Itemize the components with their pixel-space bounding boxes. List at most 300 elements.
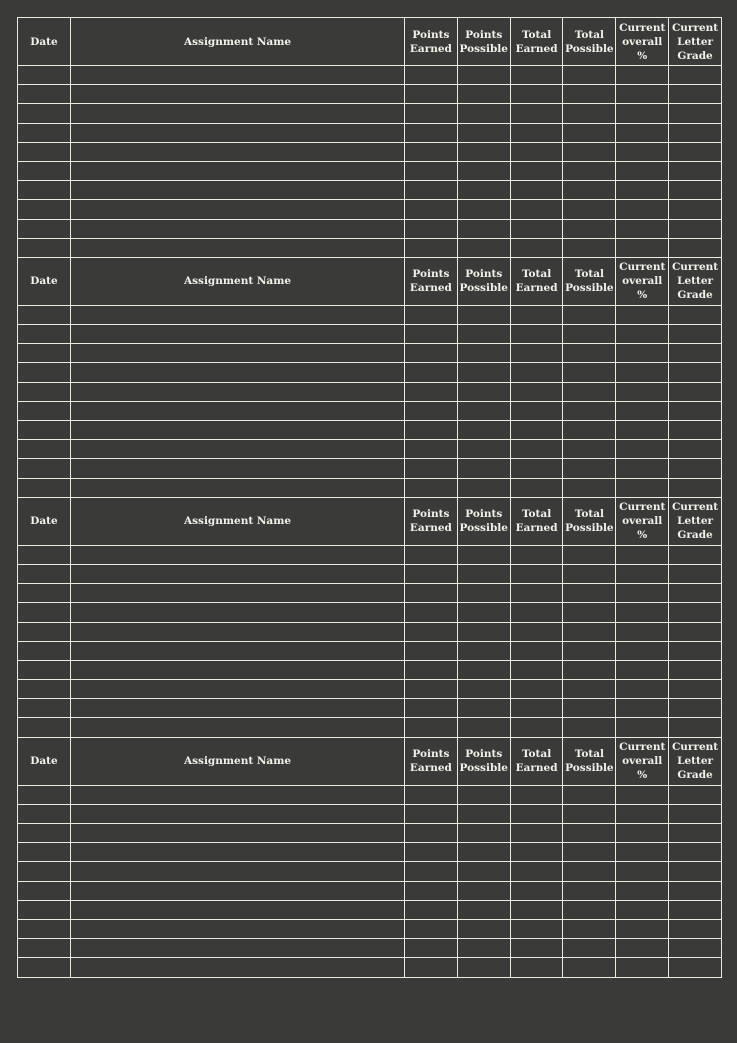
entry-cell-total-possible[interactable]	[563, 545, 616, 564]
entry-cell-assignment-name[interactable]	[71, 622, 405, 641]
entry-cell-date[interactable]	[18, 622, 71, 641]
entry-cell-current-letter-grade[interactable]	[669, 584, 722, 603]
entry-cell-date[interactable]	[18, 85, 71, 104]
entry-cell-current-letter-grade[interactable]	[669, 900, 722, 919]
entry-cell-date[interactable]	[18, 344, 71, 363]
entry-cell-points-possible[interactable]	[457, 142, 510, 161]
entry-cell-total-earned[interactable]	[510, 603, 563, 622]
entry-cell-total-possible[interactable]	[563, 363, 616, 382]
entry-cell-points-possible[interactable]	[457, 718, 510, 737]
entry-cell-assignment-name[interactable]	[71, 862, 405, 881]
entry-cell-points-earned[interactable]	[405, 939, 458, 958]
entry-cell-assignment-name[interactable]	[71, 325, 405, 344]
entry-cell-points-earned[interactable]	[405, 181, 458, 200]
entry-cell-date[interactable]	[18, 564, 71, 583]
entry-cell-current-letter-grade[interactable]	[669, 564, 722, 583]
entry-cell-assignment-name[interactable]	[71, 680, 405, 699]
entry-cell-date[interactable]	[18, 219, 71, 238]
entry-cell-assignment-name[interactable]	[71, 699, 405, 718]
entry-cell-assignment-name[interactable]	[71, 785, 405, 804]
entry-cell-total-earned[interactable]	[510, 459, 563, 478]
entry-cell-date[interactable]	[18, 325, 71, 344]
entry-cell-total-earned[interactable]	[510, 824, 563, 843]
entry-cell-assignment-name[interactable]	[71, 641, 405, 660]
entry-cell-date[interactable]	[18, 363, 71, 382]
entry-cell-current-overall-percent[interactable]	[616, 238, 669, 257]
entry-cell-assignment-name[interactable]	[71, 603, 405, 622]
entry-cell-points-possible[interactable]	[457, 660, 510, 679]
entry-cell-date[interactable]	[18, 843, 71, 862]
entry-cell-current-letter-grade[interactable]	[669, 718, 722, 737]
entry-cell-assignment-name[interactable]	[71, 939, 405, 958]
entry-cell-current-letter-grade[interactable]	[669, 622, 722, 641]
entry-cell-total-earned[interactable]	[510, 660, 563, 679]
entry-cell-total-earned[interactable]	[510, 958, 563, 977]
entry-cell-points-possible[interactable]	[457, 603, 510, 622]
entry-cell-current-overall-percent[interactable]	[616, 804, 669, 823]
entry-cell-assignment-name[interactable]	[71, 718, 405, 737]
entry-cell-points-possible[interactable]	[457, 181, 510, 200]
entry-cell-total-possible[interactable]	[563, 680, 616, 699]
entry-cell-total-possible[interactable]	[563, 142, 616, 161]
entry-cell-points-possible[interactable]	[457, 641, 510, 660]
entry-cell-current-overall-percent[interactable]	[616, 900, 669, 919]
entry-cell-current-letter-grade[interactable]	[669, 238, 722, 257]
entry-cell-total-earned[interactable]	[510, 161, 563, 180]
entry-cell-points-possible[interactable]	[457, 382, 510, 401]
entry-cell-assignment-name[interactable]	[71, 219, 405, 238]
entry-cell-points-possible[interactable]	[457, 421, 510, 440]
entry-cell-current-letter-grade[interactable]	[669, 881, 722, 900]
entry-cell-total-possible[interactable]	[563, 603, 616, 622]
entry-cell-assignment-name[interactable]	[71, 305, 405, 324]
entry-cell-total-earned[interactable]	[510, 881, 563, 900]
entry-cell-current-overall-percent[interactable]	[616, 584, 669, 603]
entry-cell-current-letter-grade[interactable]	[669, 85, 722, 104]
entry-cell-current-overall-percent[interactable]	[616, 958, 669, 977]
entry-cell-date[interactable]	[18, 421, 71, 440]
entry-cell-total-earned[interactable]	[510, 104, 563, 123]
entry-cell-points-possible[interactable]	[457, 680, 510, 699]
entry-cell-points-earned[interactable]	[405, 238, 458, 257]
entry-cell-total-possible[interactable]	[563, 459, 616, 478]
entry-cell-total-possible[interactable]	[563, 641, 616, 660]
entry-cell-date[interactable]	[18, 824, 71, 843]
entry-cell-current-overall-percent[interactable]	[616, 843, 669, 862]
entry-cell-assignment-name[interactable]	[71, 919, 405, 938]
entry-cell-total-possible[interactable]	[563, 718, 616, 737]
entry-cell-total-possible[interactable]	[563, 900, 616, 919]
entry-cell-total-possible[interactable]	[563, 584, 616, 603]
entry-cell-date[interactable]	[18, 804, 71, 823]
entry-cell-points-earned[interactable]	[405, 142, 458, 161]
entry-cell-points-possible[interactable]	[457, 219, 510, 238]
entry-cell-points-earned[interactable]	[405, 305, 458, 324]
entry-cell-total-possible[interactable]	[563, 478, 616, 497]
entry-cell-total-possible[interactable]	[563, 699, 616, 718]
entry-cell-points-possible[interactable]	[457, 622, 510, 641]
entry-cell-total-earned[interactable]	[510, 564, 563, 583]
entry-cell-assignment-name[interactable]	[71, 564, 405, 583]
entry-cell-total-possible[interactable]	[563, 85, 616, 104]
entry-cell-total-earned[interactable]	[510, 200, 563, 219]
entry-cell-assignment-name[interactable]	[71, 344, 405, 363]
entry-cell-assignment-name[interactable]	[71, 584, 405, 603]
entry-cell-points-earned[interactable]	[405, 603, 458, 622]
entry-cell-assignment-name[interactable]	[71, 804, 405, 823]
entry-cell-points-possible[interactable]	[457, 200, 510, 219]
entry-cell-current-letter-grade[interactable]	[669, 641, 722, 660]
entry-cell-total-possible[interactable]	[563, 824, 616, 843]
entry-cell-current-letter-grade[interactable]	[669, 478, 722, 497]
entry-cell-date[interactable]	[18, 161, 71, 180]
entry-cell-total-possible[interactable]	[563, 421, 616, 440]
entry-cell-current-overall-percent[interactable]	[616, 939, 669, 958]
entry-cell-date[interactable]	[18, 699, 71, 718]
entry-cell-points-possible[interactable]	[457, 939, 510, 958]
entry-cell-points-possible[interactable]	[457, 123, 510, 142]
entry-cell-date[interactable]	[18, 862, 71, 881]
entry-cell-date[interactable]	[18, 440, 71, 459]
entry-cell-points-earned[interactable]	[405, 919, 458, 938]
entry-cell-current-letter-grade[interactable]	[669, 363, 722, 382]
entry-cell-current-overall-percent[interactable]	[616, 641, 669, 660]
entry-cell-current-overall-percent[interactable]	[616, 85, 669, 104]
entry-cell-points-earned[interactable]	[405, 843, 458, 862]
entry-cell-points-possible[interactable]	[457, 305, 510, 324]
entry-cell-date[interactable]	[18, 939, 71, 958]
entry-cell-current-letter-grade[interactable]	[669, 421, 722, 440]
entry-cell-points-earned[interactable]	[405, 660, 458, 679]
entry-cell-points-possible[interactable]	[457, 900, 510, 919]
entry-cell-total-earned[interactable]	[510, 785, 563, 804]
entry-cell-total-earned[interactable]	[510, 181, 563, 200]
entry-cell-points-possible[interactable]	[457, 843, 510, 862]
entry-cell-current-overall-percent[interactable]	[616, 104, 669, 123]
entry-cell-current-letter-grade[interactable]	[669, 939, 722, 958]
entry-cell-date[interactable]	[18, 305, 71, 324]
entry-cell-current-letter-grade[interactable]	[669, 66, 722, 85]
entry-cell-current-letter-grade[interactable]	[669, 699, 722, 718]
entry-cell-current-letter-grade[interactable]	[669, 401, 722, 420]
entry-cell-points-possible[interactable]	[457, 881, 510, 900]
entry-cell-total-possible[interactable]	[563, 344, 616, 363]
entry-cell-total-earned[interactable]	[510, 382, 563, 401]
entry-cell-date[interactable]	[18, 603, 71, 622]
entry-cell-current-letter-grade[interactable]	[669, 660, 722, 679]
entry-cell-total-earned[interactable]	[510, 66, 563, 85]
entry-cell-current-overall-percent[interactable]	[616, 699, 669, 718]
entry-cell-current-overall-percent[interactable]	[616, 564, 669, 583]
entry-cell-assignment-name[interactable]	[71, 363, 405, 382]
entry-cell-total-possible[interactable]	[563, 305, 616, 324]
entry-cell-total-possible[interactable]	[563, 881, 616, 900]
entry-cell-current-overall-percent[interactable]	[616, 181, 669, 200]
entry-cell-current-overall-percent[interactable]	[616, 545, 669, 564]
entry-cell-points-possible[interactable]	[457, 958, 510, 977]
entry-cell-current-overall-percent[interactable]	[616, 421, 669, 440]
entry-cell-date[interactable]	[18, 142, 71, 161]
entry-cell-total-possible[interactable]	[563, 123, 616, 142]
entry-cell-assignment-name[interactable]	[71, 104, 405, 123]
entry-cell-total-earned[interactable]	[510, 804, 563, 823]
entry-cell-total-earned[interactable]	[510, 622, 563, 641]
entry-cell-points-earned[interactable]	[405, 219, 458, 238]
entry-cell-points-earned[interactable]	[405, 85, 458, 104]
entry-cell-assignment-name[interactable]	[71, 900, 405, 919]
entry-cell-current-overall-percent[interactable]	[616, 401, 669, 420]
entry-cell-total-earned[interactable]	[510, 939, 563, 958]
entry-cell-current-letter-grade[interactable]	[669, 862, 722, 881]
entry-cell-current-overall-percent[interactable]	[616, 660, 669, 679]
entry-cell-current-overall-percent[interactable]	[616, 459, 669, 478]
entry-cell-date[interactable]	[18, 478, 71, 497]
entry-cell-current-overall-percent[interactable]	[616, 785, 669, 804]
entry-cell-points-possible[interactable]	[457, 478, 510, 497]
entry-cell-points-earned[interactable]	[405, 161, 458, 180]
entry-cell-current-letter-grade[interactable]	[669, 344, 722, 363]
entry-cell-points-earned[interactable]	[405, 344, 458, 363]
entry-cell-points-possible[interactable]	[457, 584, 510, 603]
entry-cell-total-earned[interactable]	[510, 305, 563, 324]
entry-cell-points-earned[interactable]	[405, 66, 458, 85]
entry-cell-total-possible[interactable]	[563, 440, 616, 459]
entry-cell-points-earned[interactable]	[405, 622, 458, 641]
entry-cell-current-letter-grade[interactable]	[669, 219, 722, 238]
entry-cell-date[interactable]	[18, 238, 71, 257]
entry-cell-current-letter-grade[interactable]	[669, 680, 722, 699]
entry-cell-points-possible[interactable]	[457, 824, 510, 843]
entry-cell-assignment-name[interactable]	[71, 401, 405, 420]
entry-cell-date[interactable]	[18, 66, 71, 85]
entry-cell-points-earned[interactable]	[405, 200, 458, 219]
entry-cell-current-overall-percent[interactable]	[616, 622, 669, 641]
entry-cell-assignment-name[interactable]	[71, 545, 405, 564]
entry-cell-total-earned[interactable]	[510, 363, 563, 382]
entry-cell-points-earned[interactable]	[405, 123, 458, 142]
entry-cell-points-possible[interactable]	[457, 325, 510, 344]
entry-cell-total-earned[interactable]	[510, 862, 563, 881]
entry-cell-current-letter-grade[interactable]	[669, 104, 722, 123]
entry-cell-points-possible[interactable]	[457, 85, 510, 104]
entry-cell-current-overall-percent[interactable]	[616, 603, 669, 622]
entry-cell-total-earned[interactable]	[510, 325, 563, 344]
entry-cell-points-earned[interactable]	[405, 718, 458, 737]
entry-cell-points-earned[interactable]	[405, 862, 458, 881]
entry-cell-assignment-name[interactable]	[71, 181, 405, 200]
entry-cell-total-earned[interactable]	[510, 344, 563, 363]
entry-cell-assignment-name[interactable]	[71, 85, 405, 104]
entry-cell-points-earned[interactable]	[405, 680, 458, 699]
entry-cell-points-earned[interactable]	[405, 478, 458, 497]
entry-cell-points-possible[interactable]	[457, 459, 510, 478]
entry-cell-points-earned[interactable]	[405, 382, 458, 401]
entry-cell-points-possible[interactable]	[457, 919, 510, 938]
entry-cell-total-possible[interactable]	[563, 181, 616, 200]
entry-cell-assignment-name[interactable]	[71, 843, 405, 862]
entry-cell-total-possible[interactable]	[563, 622, 616, 641]
entry-cell-current-overall-percent[interactable]	[616, 66, 669, 85]
entry-cell-total-earned[interactable]	[510, 219, 563, 238]
entry-cell-points-earned[interactable]	[405, 325, 458, 344]
entry-cell-date[interactable]	[18, 401, 71, 420]
entry-cell-total-possible[interactable]	[563, 919, 616, 938]
entry-cell-date[interactable]	[18, 200, 71, 219]
entry-cell-points-possible[interactable]	[457, 564, 510, 583]
entry-cell-total-earned[interactable]	[510, 123, 563, 142]
entry-cell-points-possible[interactable]	[457, 66, 510, 85]
entry-cell-total-possible[interactable]	[563, 958, 616, 977]
entry-cell-assignment-name[interactable]	[71, 660, 405, 679]
entry-cell-total-earned[interactable]	[510, 85, 563, 104]
entry-cell-current-letter-grade[interactable]	[669, 545, 722, 564]
entry-cell-current-overall-percent[interactable]	[616, 440, 669, 459]
entry-cell-current-overall-percent[interactable]	[616, 200, 669, 219]
entry-cell-total-possible[interactable]	[563, 862, 616, 881]
entry-cell-current-letter-grade[interactable]	[669, 142, 722, 161]
entry-cell-date[interactable]	[18, 660, 71, 679]
entry-cell-points-earned[interactable]	[405, 459, 458, 478]
entry-cell-total-possible[interactable]	[563, 382, 616, 401]
entry-cell-current-letter-grade[interactable]	[669, 161, 722, 180]
entry-cell-total-possible[interactable]	[563, 660, 616, 679]
entry-cell-total-earned[interactable]	[510, 440, 563, 459]
entry-cell-current-letter-grade[interactable]	[669, 123, 722, 142]
entry-cell-date[interactable]	[18, 123, 71, 142]
entry-cell-current-letter-grade[interactable]	[669, 804, 722, 823]
entry-cell-current-overall-percent[interactable]	[616, 123, 669, 142]
entry-cell-points-possible[interactable]	[457, 440, 510, 459]
entry-cell-total-earned[interactable]	[510, 900, 563, 919]
entry-cell-current-letter-grade[interactable]	[669, 200, 722, 219]
entry-cell-assignment-name[interactable]	[71, 382, 405, 401]
entry-cell-current-letter-grade[interactable]	[669, 603, 722, 622]
entry-cell-current-letter-grade[interactable]	[669, 305, 722, 324]
entry-cell-current-letter-grade[interactable]	[669, 919, 722, 938]
entry-cell-points-possible[interactable]	[457, 238, 510, 257]
entry-cell-assignment-name[interactable]	[71, 478, 405, 497]
entry-cell-total-possible[interactable]	[563, 564, 616, 583]
entry-cell-total-earned[interactable]	[510, 641, 563, 660]
entry-cell-points-earned[interactable]	[405, 584, 458, 603]
entry-cell-date[interactable]	[18, 181, 71, 200]
entry-cell-date[interactable]	[18, 881, 71, 900]
entry-cell-points-earned[interactable]	[405, 785, 458, 804]
entry-cell-points-earned[interactable]	[405, 401, 458, 420]
entry-cell-assignment-name[interactable]	[71, 123, 405, 142]
entry-cell-total-earned[interactable]	[510, 718, 563, 737]
entry-cell-total-possible[interactable]	[563, 843, 616, 862]
entry-cell-total-earned[interactable]	[510, 142, 563, 161]
entry-cell-points-earned[interactable]	[405, 900, 458, 919]
entry-cell-current-overall-percent[interactable]	[616, 161, 669, 180]
entry-cell-current-letter-grade[interactable]	[669, 325, 722, 344]
entry-cell-current-letter-grade[interactable]	[669, 382, 722, 401]
entry-cell-date[interactable]	[18, 584, 71, 603]
entry-cell-points-possible[interactable]	[457, 161, 510, 180]
entry-cell-date[interactable]	[18, 919, 71, 938]
entry-cell-date[interactable]	[18, 545, 71, 564]
entry-cell-assignment-name[interactable]	[71, 66, 405, 85]
entry-cell-total-earned[interactable]	[510, 680, 563, 699]
entry-cell-date[interactable]	[18, 900, 71, 919]
entry-cell-current-overall-percent[interactable]	[616, 142, 669, 161]
entry-cell-points-possible[interactable]	[457, 804, 510, 823]
entry-cell-total-earned[interactable]	[510, 843, 563, 862]
entry-cell-current-letter-grade[interactable]	[669, 181, 722, 200]
entry-cell-total-earned[interactable]	[510, 478, 563, 497]
entry-cell-current-overall-percent[interactable]	[616, 382, 669, 401]
entry-cell-points-possible[interactable]	[457, 862, 510, 881]
entry-cell-current-overall-percent[interactable]	[616, 219, 669, 238]
entry-cell-total-earned[interactable]	[510, 238, 563, 257]
entry-cell-assignment-name[interactable]	[71, 421, 405, 440]
entry-cell-current-overall-percent[interactable]	[616, 680, 669, 699]
entry-cell-total-possible[interactable]	[563, 161, 616, 180]
entry-cell-date[interactable]	[18, 382, 71, 401]
entry-cell-current-overall-percent[interactable]	[616, 344, 669, 363]
entry-cell-current-overall-percent[interactable]	[616, 305, 669, 324]
entry-cell-date[interactable]	[18, 104, 71, 123]
entry-cell-total-possible[interactable]	[563, 785, 616, 804]
entry-cell-points-earned[interactable]	[405, 824, 458, 843]
entry-cell-total-earned[interactable]	[510, 545, 563, 564]
entry-cell-points-earned[interactable]	[405, 440, 458, 459]
entry-cell-current-overall-percent[interactable]	[616, 478, 669, 497]
entry-cell-assignment-name[interactable]	[71, 142, 405, 161]
entry-cell-current-letter-grade[interactable]	[669, 824, 722, 843]
entry-cell-current-letter-grade[interactable]	[669, 785, 722, 804]
entry-cell-assignment-name[interactable]	[71, 161, 405, 180]
entry-cell-total-earned[interactable]	[510, 699, 563, 718]
entry-cell-total-earned[interactable]	[510, 421, 563, 440]
entry-cell-points-earned[interactable]	[405, 804, 458, 823]
entry-cell-assignment-name[interactable]	[71, 459, 405, 478]
entry-cell-date[interactable]	[18, 459, 71, 478]
entry-cell-current-overall-percent[interactable]	[616, 881, 669, 900]
entry-cell-assignment-name[interactable]	[71, 238, 405, 257]
entry-cell-current-overall-percent[interactable]	[616, 325, 669, 344]
entry-cell-points-possible[interactable]	[457, 401, 510, 420]
entry-cell-total-possible[interactable]	[563, 200, 616, 219]
entry-cell-points-earned[interactable]	[405, 421, 458, 440]
entry-cell-total-possible[interactable]	[563, 804, 616, 823]
entry-cell-total-possible[interactable]	[563, 238, 616, 257]
entry-cell-total-earned[interactable]	[510, 401, 563, 420]
entry-cell-current-letter-grade[interactable]	[669, 958, 722, 977]
entry-cell-assignment-name[interactable]	[71, 440, 405, 459]
entry-cell-current-overall-percent[interactable]	[616, 919, 669, 938]
entry-cell-points-earned[interactable]	[405, 564, 458, 583]
entry-cell-total-possible[interactable]	[563, 325, 616, 344]
entry-cell-current-overall-percent[interactable]	[616, 363, 669, 382]
entry-cell-assignment-name[interactable]	[71, 958, 405, 977]
entry-cell-points-possible[interactable]	[457, 699, 510, 718]
entry-cell-assignment-name[interactable]	[71, 824, 405, 843]
entry-cell-date[interactable]	[18, 680, 71, 699]
entry-cell-points-earned[interactable]	[405, 545, 458, 564]
entry-cell-date[interactable]	[18, 785, 71, 804]
entry-cell-date[interactable]	[18, 958, 71, 977]
entry-cell-total-earned[interactable]	[510, 584, 563, 603]
entry-cell-points-earned[interactable]	[405, 641, 458, 660]
entry-cell-current-letter-grade[interactable]	[669, 440, 722, 459]
entry-cell-date[interactable]	[18, 641, 71, 660]
entry-cell-points-possible[interactable]	[457, 785, 510, 804]
entry-cell-total-possible[interactable]	[563, 401, 616, 420]
entry-cell-total-possible[interactable]	[563, 939, 616, 958]
entry-cell-total-possible[interactable]	[563, 104, 616, 123]
